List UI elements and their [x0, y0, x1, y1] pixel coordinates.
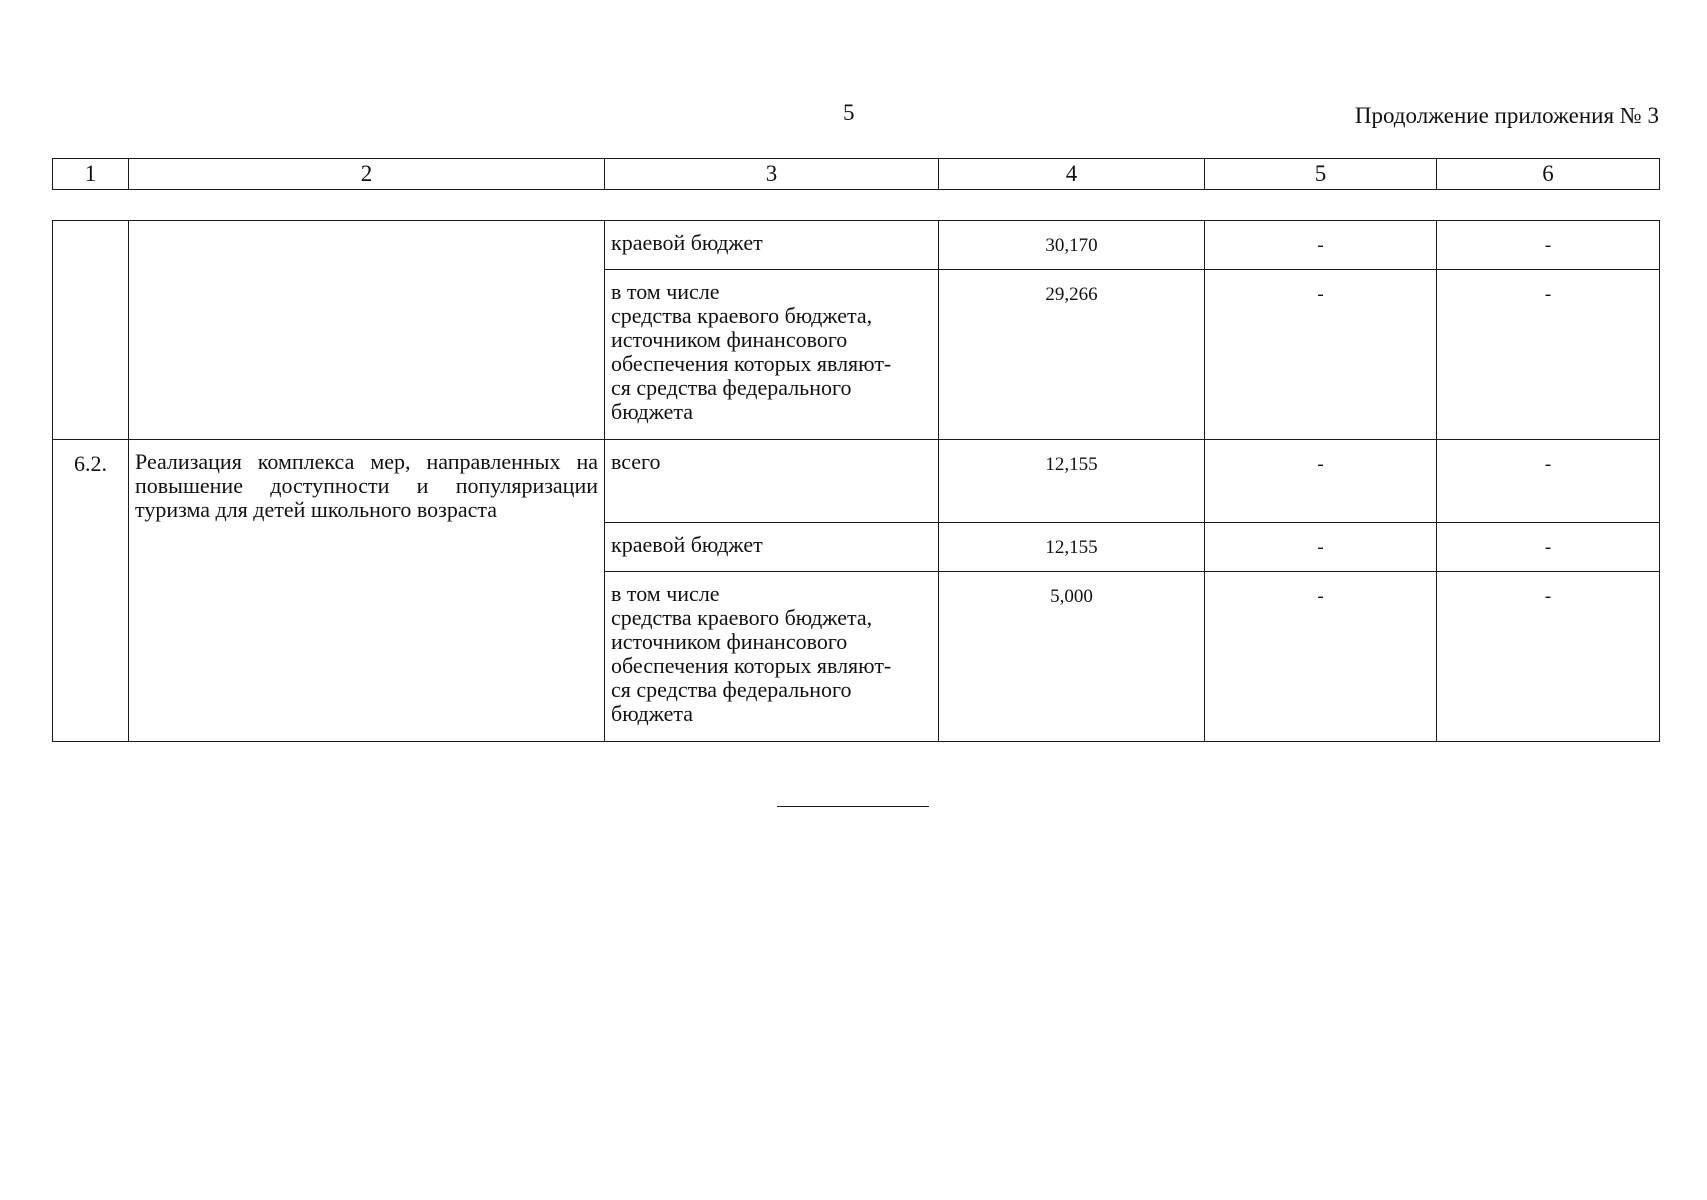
col6-cell: - — [1437, 523, 1660, 572]
header-cell: 4 — [939, 159, 1205, 190]
col6-cell: - — [1437, 221, 1660, 270]
amount-cell: 5,000 — [939, 572, 1205, 742]
funding-source-cell — [605, 523, 939, 572]
funding-source-cell — [605, 221, 939, 270]
page-number: 5 — [843, 100, 855, 125]
header-cell: 6 — [1437, 159, 1660, 190]
funding-source-line: бюджета — [611, 701, 694, 726]
header-cell: 3 — [605, 159, 939, 190]
col5-cell: - — [1205, 572, 1437, 742]
column-number-header — [52, 158, 1660, 190]
funding-source-line: средства краевого бюджета, — [611, 605, 873, 630]
funding-source-line: источником финансового — [611, 327, 848, 352]
funding-source-line: бюджета — [611, 399, 694, 424]
end-of-document-rule — [777, 806, 929, 807]
funding-source-label: краевой бюджет — [611, 230, 763, 255]
item-name-cell: Реализация комплекса мер, направленных на повышение доступности и популяризации туризма для детей школьного возраста — [129, 440, 605, 742]
amount-cell: 29,266 — [939, 270, 1205, 440]
col6-cell: - — [1437, 572, 1660, 742]
header-cell: 5 — [1205, 159, 1437, 190]
header-row — [53, 159, 1660, 190]
header-cell: 2 — [129, 159, 605, 190]
amount-cell: 30,170 — [939, 221, 1205, 270]
col5-cell: - — [1205, 221, 1437, 270]
funding-source-line: в том числе — [611, 279, 720, 304]
budget-table — [52, 220, 1660, 742]
funding-source-cell — [605, 440, 939, 523]
table-row — [53, 221, 1660, 270]
col5-cell: - — [1205, 523, 1437, 572]
funding-source-line: средства краевого бюджета, — [611, 303, 873, 328]
funding-source-label: всего — [611, 449, 661, 474]
col5-cell: - — [1205, 270, 1437, 440]
header-cell: 1 — [53, 159, 129, 190]
funding-source-line: ся средства федерального — [611, 375, 852, 400]
funding-source-cell — [605, 270, 939, 440]
funding-source-label: краевой бюджет — [611, 532, 763, 557]
amount-cell: 12,155 — [939, 440, 1205, 523]
item-number-cell — [53, 221, 129, 440]
funding-source-line: ся средства федерального — [611, 677, 852, 702]
item-number-cell: 6.2. — [53, 440, 129, 742]
col6-cell: - — [1437, 440, 1660, 523]
col5-cell: - — [1205, 440, 1437, 523]
table-row — [53, 440, 1660, 523]
amount-cell: 12,155 — [939, 523, 1205, 572]
col6-cell: - — [1437, 270, 1660, 440]
funding-source-line: обеспечения которых являют- — [611, 653, 892, 678]
item-name-cell — [129, 221, 605, 440]
funding-source-line: в том числе — [611, 581, 720, 606]
funding-source-cell — [605, 572, 939, 742]
funding-source-line: обеспечения которых являют- — [611, 351, 892, 376]
appendix-caption: Продолжение приложения № 3 — [1354, 103, 1659, 128]
funding-source-line: источником финансового — [611, 629, 848, 654]
